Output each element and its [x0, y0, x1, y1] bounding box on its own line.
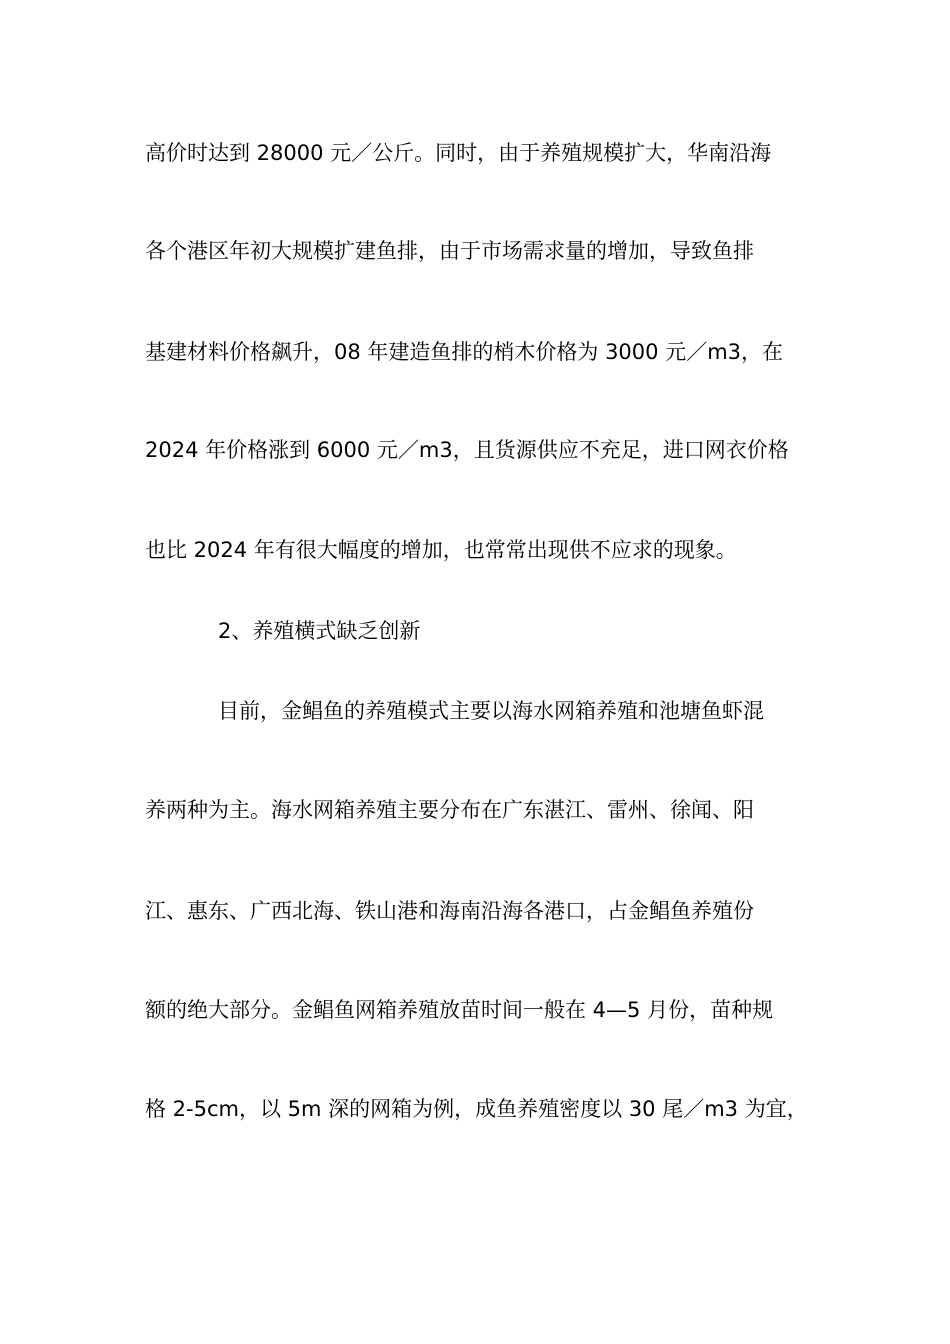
text-line: 养两种为主。海水网箱养殖主要分布在广东湛江、雷州、徐闻、阳 [145, 798, 754, 822]
text-line: 基建材料价格飙升，08 年建造鱼排的梢木价格为 3000 元／m3，在 [145, 340, 784, 364]
text-line: 2024 年价格涨到 6000 元／m3，且货源供应不充足，进口网衣价格 [145, 438, 789, 462]
text-line: 各个港区年初大规模扩建鱼排，由于市场需求量的增加，导致鱼排 [145, 239, 754, 263]
text-line: 格 2-5cm，以 5m 深的网箱为例，成鱼养殖密度以 30 尾／m3 为宜， [145, 1097, 808, 1121]
text-line: 江、惠东、广西北海、铁山港和海南沿海各港口，占金鲳鱼养殖份 [145, 899, 754, 923]
text-line: 也比 2024 年有很大幅度的增加，也常常出现供不应求的现象。 [145, 538, 737, 562]
section-heading: 2、养殖横式缺乏创新 [218, 619, 421, 643]
paragraph-first-line: 目前，金鲳鱼的养殖模式主要以海水网箱养殖和池塘鱼虾混 [218, 699, 764, 723]
text-line: 额的绝大部分。金鲳鱼网箱养殖放苗时间一般在 4—5 月份，苗种规 [145, 998, 774, 1022]
text-line: 高价时达到 28000 元／公斤。同时，由于养殖规模扩大，华南沿海 [145, 141, 772, 165]
